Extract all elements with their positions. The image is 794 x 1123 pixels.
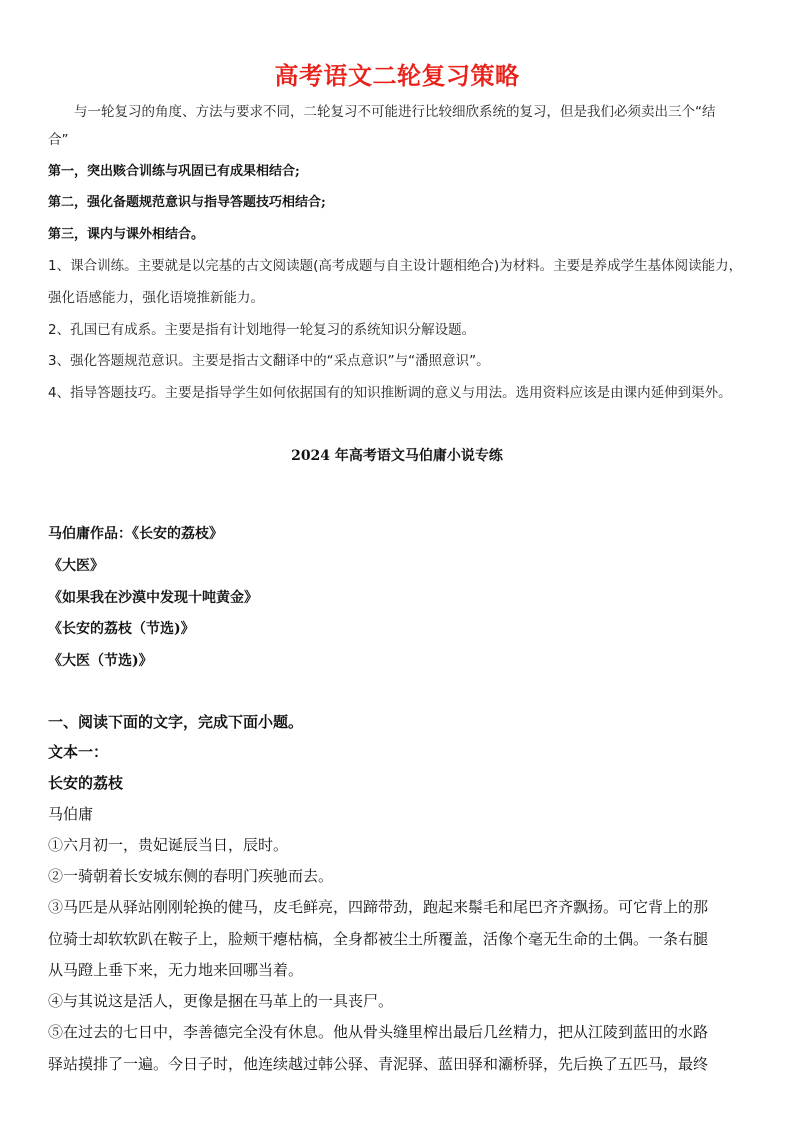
story-paragraph: 从马蹬上垂下来，无力地来回哪当着。	[48, 961, 304, 979]
text-label: 文本一：	[48, 743, 109, 761]
story-paragraph: ④与其说这是活人，更像是捆在马革上的一具丧尸。	[48, 992, 394, 1010]
works-item: 《如果我在沙漠中发现十吨黄金》	[48, 590, 258, 606]
item-2: 2、孔国已有成系。主要是指有计划地得一轮复习的系统知识分解设题。	[48, 322, 476, 338]
exercise-instruction: 一、阅读下面的文字，完成下面小题。	[48, 713, 304, 731]
story-paragraph: 位骑士却软软趴在鞍子上，脸颊干瘪枯槁，全身都被尘土所覆盖，活像个毫无生命的土偶。一条右腿	[48, 930, 709, 948]
principle-1: 第一，突出赅合训练与巩固已有成果相结合;	[48, 164, 300, 179]
story-paragraph: ②一骑朝着长安城东侧的春明门疾驰而去。	[48, 867, 334, 885]
works-item: 《大医》	[48, 558, 104, 574]
intro-line-1: 与一轮复习的角度、方法与要求不同，二轮复习不可能进行比较细欣系统的复习，但是我们必须卖出三个“结	[74, 104, 716, 120]
story-author: 马伯庸	[48, 805, 94, 823]
section-subtitle: 2024 年高考语文马伯庸小说专练	[291, 448, 503, 464]
story-title: 长安的荔枝	[48, 774, 124, 792]
works-item: 《大医（节选)》	[48, 653, 153, 669]
item-4: 4、指导答题技巧。主要是指导学生如何依据国有的知识推断调的意义与用法。选用资料应该是由课内延伸到渠外。	[48, 385, 732, 401]
principle-3: 第三，课内与课外相结合。	[48, 227, 205, 242]
works-heading: 马伯庸作品：《长安的荔枝》	[48, 526, 223, 542]
document-title: 高考语文二轮复习策略	[274, 62, 520, 90]
item-1-line-1: 1、课合训练。主要就是以完基的古文阅读题(高考成题与自主设计题相绝合)为材料。主要是养成学生基体阅读能力，	[48, 258, 743, 274]
item-3: 3、强化答题规范意识。主要是指古文翻译中的“采点意识”与“潘照意识”。	[48, 353, 490, 369]
principle-2: 第二，强化备题规范意识与指导答题技巧相结合;	[48, 195, 326, 210]
story-paragraph: ⑤在过去的七日中，李善德完全没有休息。他从骨头缝里榨出最后几丝精力，把从江陵到蓝田的水路	[48, 1023, 709, 1041]
item-1-line-2: 强化语感能力，强化语境推新能力。	[48, 290, 264, 306]
story-paragraph: ③马匹是从驿站刚刚轮换的健马，皮毛鲜亮，四蹄带劲，跑起来鬃毛和尾巴齐齐飘扬。可它背上的那	[48, 898, 709, 916]
intro-line-2: 合”	[48, 132, 69, 148]
works-item: 《长安的荔枝（节选)》	[48, 621, 195, 637]
story-paragraph: ①六月初一，贵妃诞辰当日，辰时。	[48, 836, 289, 854]
story-paragraph: 驿站摸排了一遍。今日子时，他连续越过韩公驿、青泥驿、蓝田驿和灞桥驿，先后换了五匹马，最终	[48, 1055, 709, 1073]
